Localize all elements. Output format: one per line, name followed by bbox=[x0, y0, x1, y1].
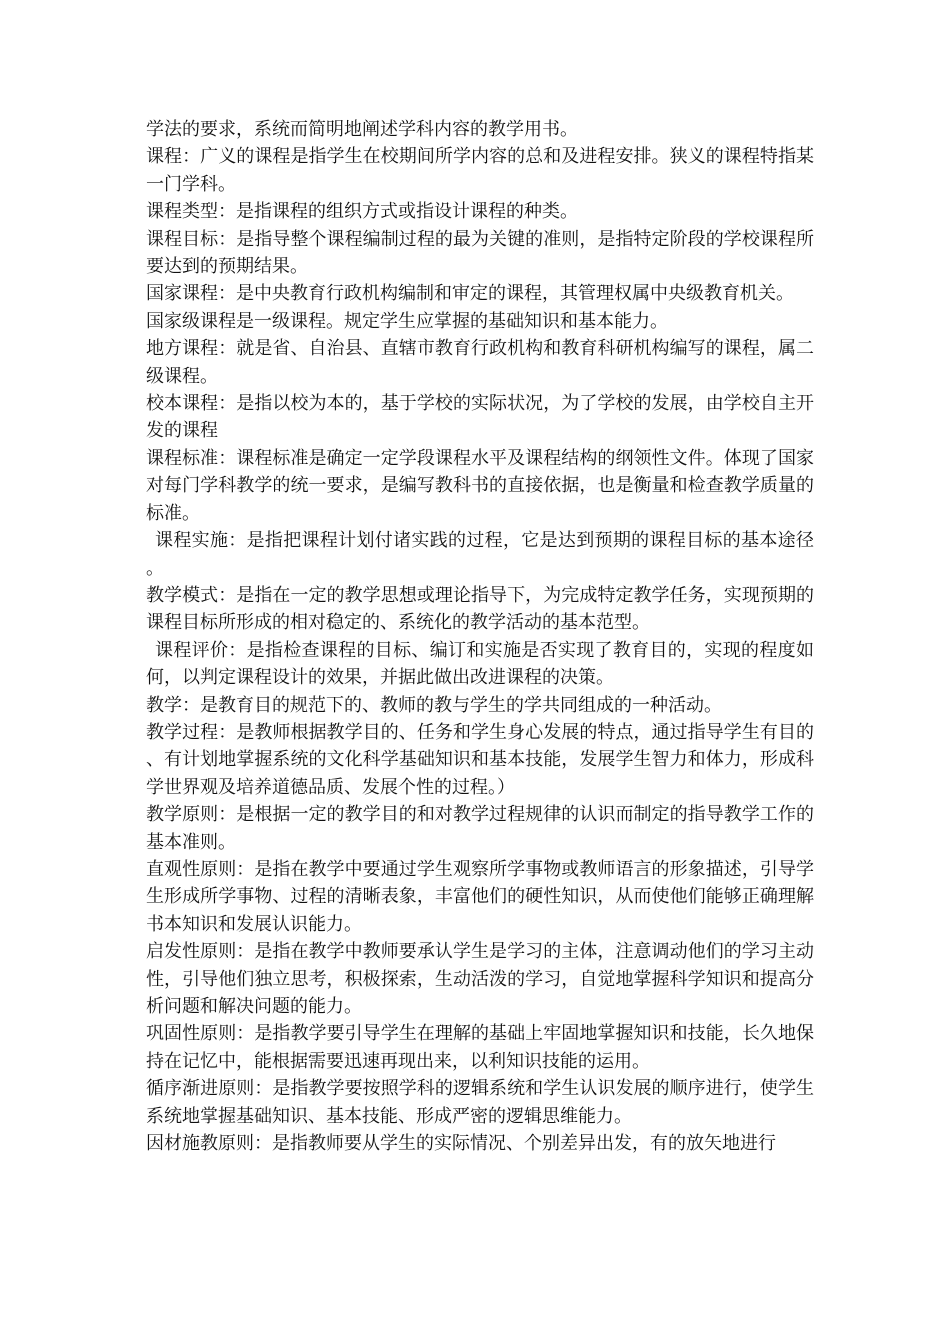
paragraph: 因材施教原则：是指教师要从学生的实际情况、个别差异出发，有的放矢地进行 bbox=[146, 1133, 776, 1155]
document-body bbox=[146, 116, 814, 1157]
paragraph: 启发性原则：是指在教学中教师要承认学生是学习的主体，注意调动他们的学习主动性，引导他们独立思考，积极探索，生动活泼的学习，自觉地掌握科学知识和提高分析问题和解决问题的能力。 bbox=[146, 941, 814, 1017]
paragraph: 巩固性原则：是指教学要引导学生在理解的基础上牢固地掌握知识和技能，长久地保持在记忆中，能根据需要迅速再现出来，以利知识技能的运用。 bbox=[146, 1023, 814, 1072]
paragraph: 课程评价：是指检查课程的目标、编订和实施是否实现了教育目的，实现的程度如何，以判定课程设计的效果，并据此做出改进课程的决策。 bbox=[146, 639, 814, 689]
paragraph: 课程：广义的课程是指学生在校期间所学内容的总和及进程安排。狭义的课程特指某一门学科。 bbox=[146, 146, 814, 195]
paragraph: 国家级课程是一级课程。规定学生应掌握的基础知识和基本能力。 bbox=[146, 310, 668, 332]
paragraph: 直观性原则：是指在教学中要通过学生观察所学事物或教师语言的形象描述，引导学生形成所学事物、过程的清晰表象，丰富他们的硬性知识，从而使他们能够正确理解书本知识和发展认识能力。 bbox=[146, 858, 814, 935]
paragraph: 学法的要求，系统而简明地阐述学科内容的教学用书。 bbox=[146, 119, 578, 140]
paragraph: 教学过程：是教师根据教学目的、任务和学生身心发展的特点，通过指导学生有目的、有计划地掌握系统的文化科学基础知识和基本技能，发展学生智力和体力，形成科学世界观及培养道德品质、发展个性的过程。） bbox=[146, 721, 814, 798]
paragraph: 课程实施：是指把课程计划付诸实践的过程，它是达到预期的课程目标的基本途径。 bbox=[146, 530, 814, 579]
paragraph: 国家课程：是中央教育行政机构编制和审定的课程，其管理权属中央级教育机关。 bbox=[146, 283, 794, 305]
paragraph: 教学：是教育目的规范下的、教师的教与学生的学共同组成的一种活动。 bbox=[146, 694, 722, 716]
paragraph: 课程类型：是指课程的组织方式或指设计课程的种类。 bbox=[146, 201, 578, 223]
paragraph: 课程标准：课程标准是确定一定学段课程水平及课程结构的纲领性文件。体现了国家对每门学科教学的统一要求，是编写教科书的直接依据，也是衡量和检查教学质量的标准。 bbox=[146, 447, 814, 524]
paragraph: 教学原则：是根据一定的教学目的和对教学过程规律的认识而制定的指导教学工作的基本准则。 bbox=[146, 804, 814, 853]
paragraph: 课程目标：是指导整个课程编制过程的最为关键的准则，是指特定阶段的学校课程所要达到的预期结果。 bbox=[146, 228, 814, 278]
paragraph: 教学模式：是指在一定的教学思想或理论指导下，为完成特定教学任务，实现预期的课程目标所形成的相对稳定的、系统化的教学活动的基本范型。 bbox=[146, 584, 814, 634]
paragraph: 校本课程：是指以校为本的，基于学校的实际状况，为了学校的发展，由学校自主开发的课程 bbox=[146, 393, 814, 442]
paragraph: 循序渐进原则：是指教学要按照学科的逻辑系统和学生认识发展的顺序进行，使学生系统地掌握基础知识、基本技能、形成严密的逻辑思维能力。 bbox=[146, 1078, 814, 1127]
paragraph: 地方课程：就是省、自治县、直辖市教育行政机构和教育科研机构编写的课程，属二级课程。 bbox=[146, 338, 814, 387]
